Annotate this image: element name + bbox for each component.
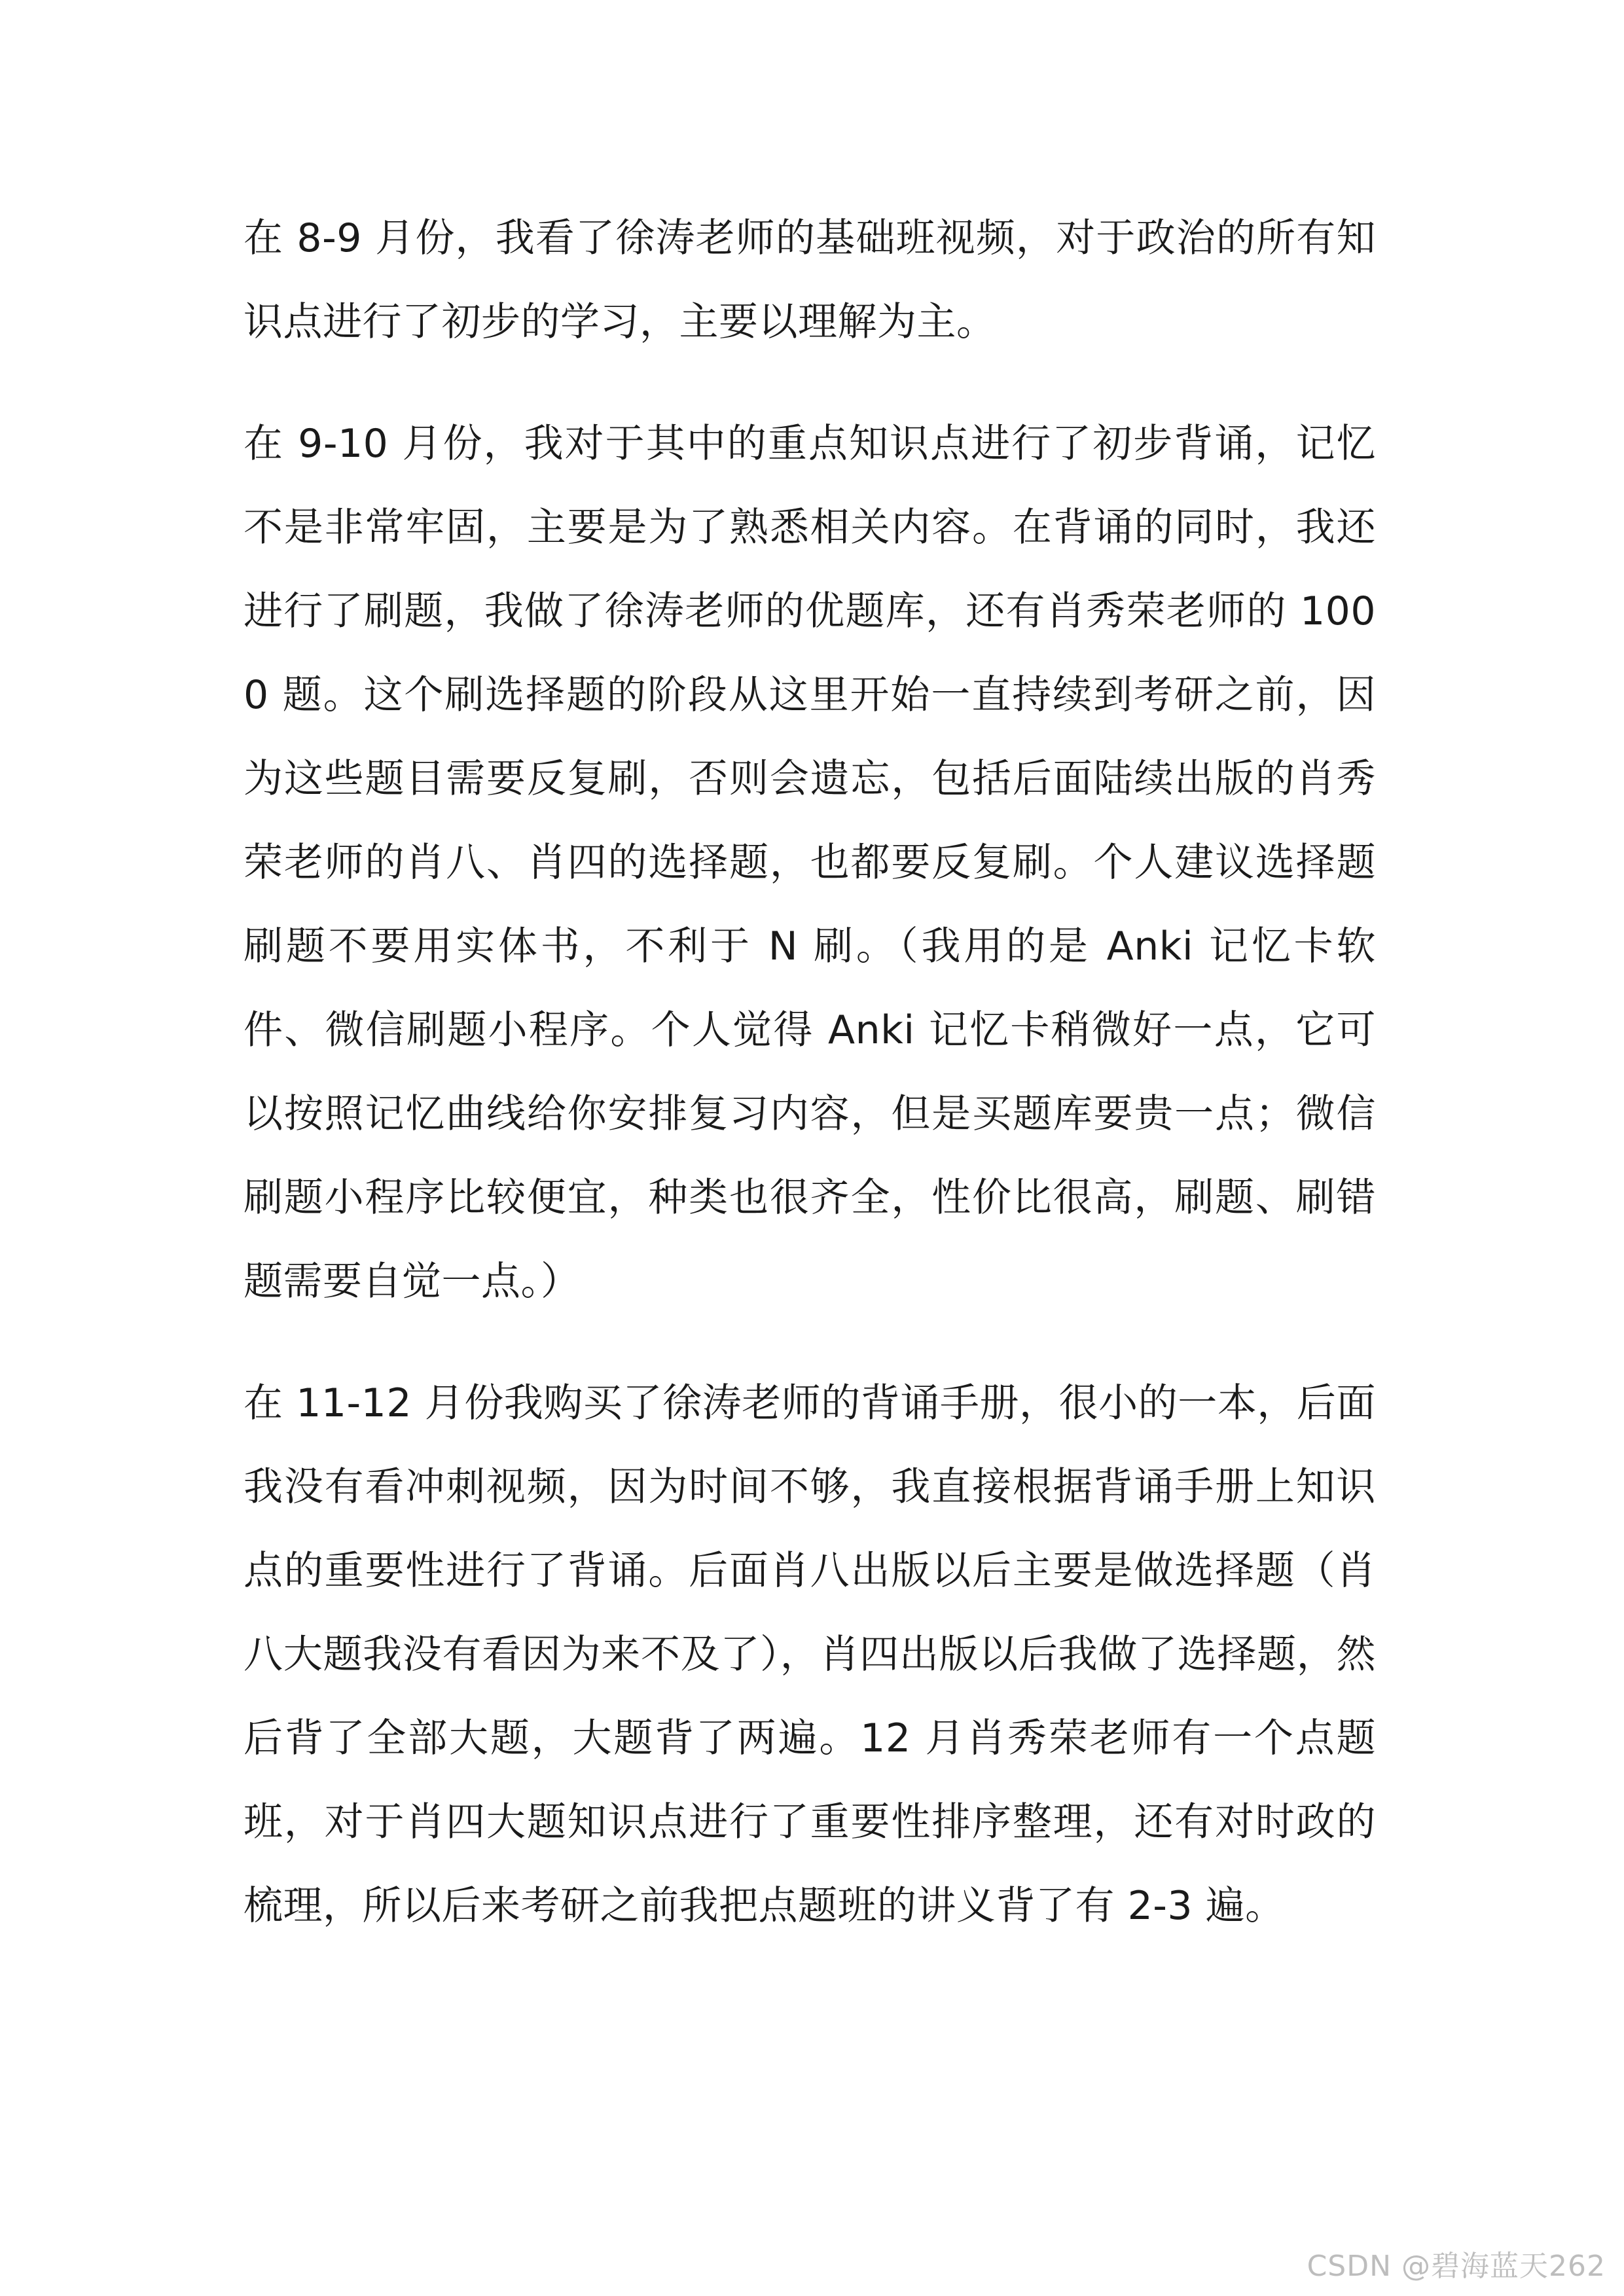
paragraph-3: 在 11-12 月份我购买了徐涛老师的背诵手册，很小的一本，后面我没有看冲刺视频，因为时间不够，我直接根据背诵手册上知识点的重要性进行了背诵。后面肖八出版以后主要是做选择题（肖八大题我没有看因为来不及了），肖四出版以后我做了选择题，然后背了全部大题，大题背了两遍。12 月肖秀荣老师有一个点题班，对于肖四大题知识点进行了重要性排序整理，还有对时政的梳理，所以后来考研之前我把点题班的讲义背了有 2-3 遍。 xyxy=(244,1380,1376,1929)
csdn-watermark: CSDN @碧海蓝天262 xyxy=(1307,2250,1606,2283)
paragraph-1: 在 8-9 月份，我看了徐涛老师的基础班视频，对于政治的所有知识点进行了初步的学习，主要以理解为主。 xyxy=(244,215,1376,345)
paragraph-2: 在 9-10 月份，我对于其中的重点知识点进行了初步背诵，记忆不是非常牢固，主要是为了熟悉相关内容。在背诵的同时，我还进行了刷题，我做了徐涛老师的优题库，还有肖秀荣老师的 1000 题。这个刷选择题的阶段从这里开始一直持续到考研之前，因为这些题目需要反复刷，否则会遗忘，包括后面陆续出版的肖秀荣老师的肖八、肖四的选择题，也都要反复刷。个人建议选择题刷题不要用实体书，不利于 N 刷。（我用的是 Anki 记忆卡软件、微信刷题小程序。个人觉得 Anki 记忆卡稍微好一点，它可以按照记忆曲线给你安排复习内容，但是买题库要贵一点；微信刷题小程序比较便宜，种类也很齐全，性价比很高，刷题、刷错题需要自觉一点。） xyxy=(244,421,1376,1304)
document-body xyxy=(244,196,1376,1986)
